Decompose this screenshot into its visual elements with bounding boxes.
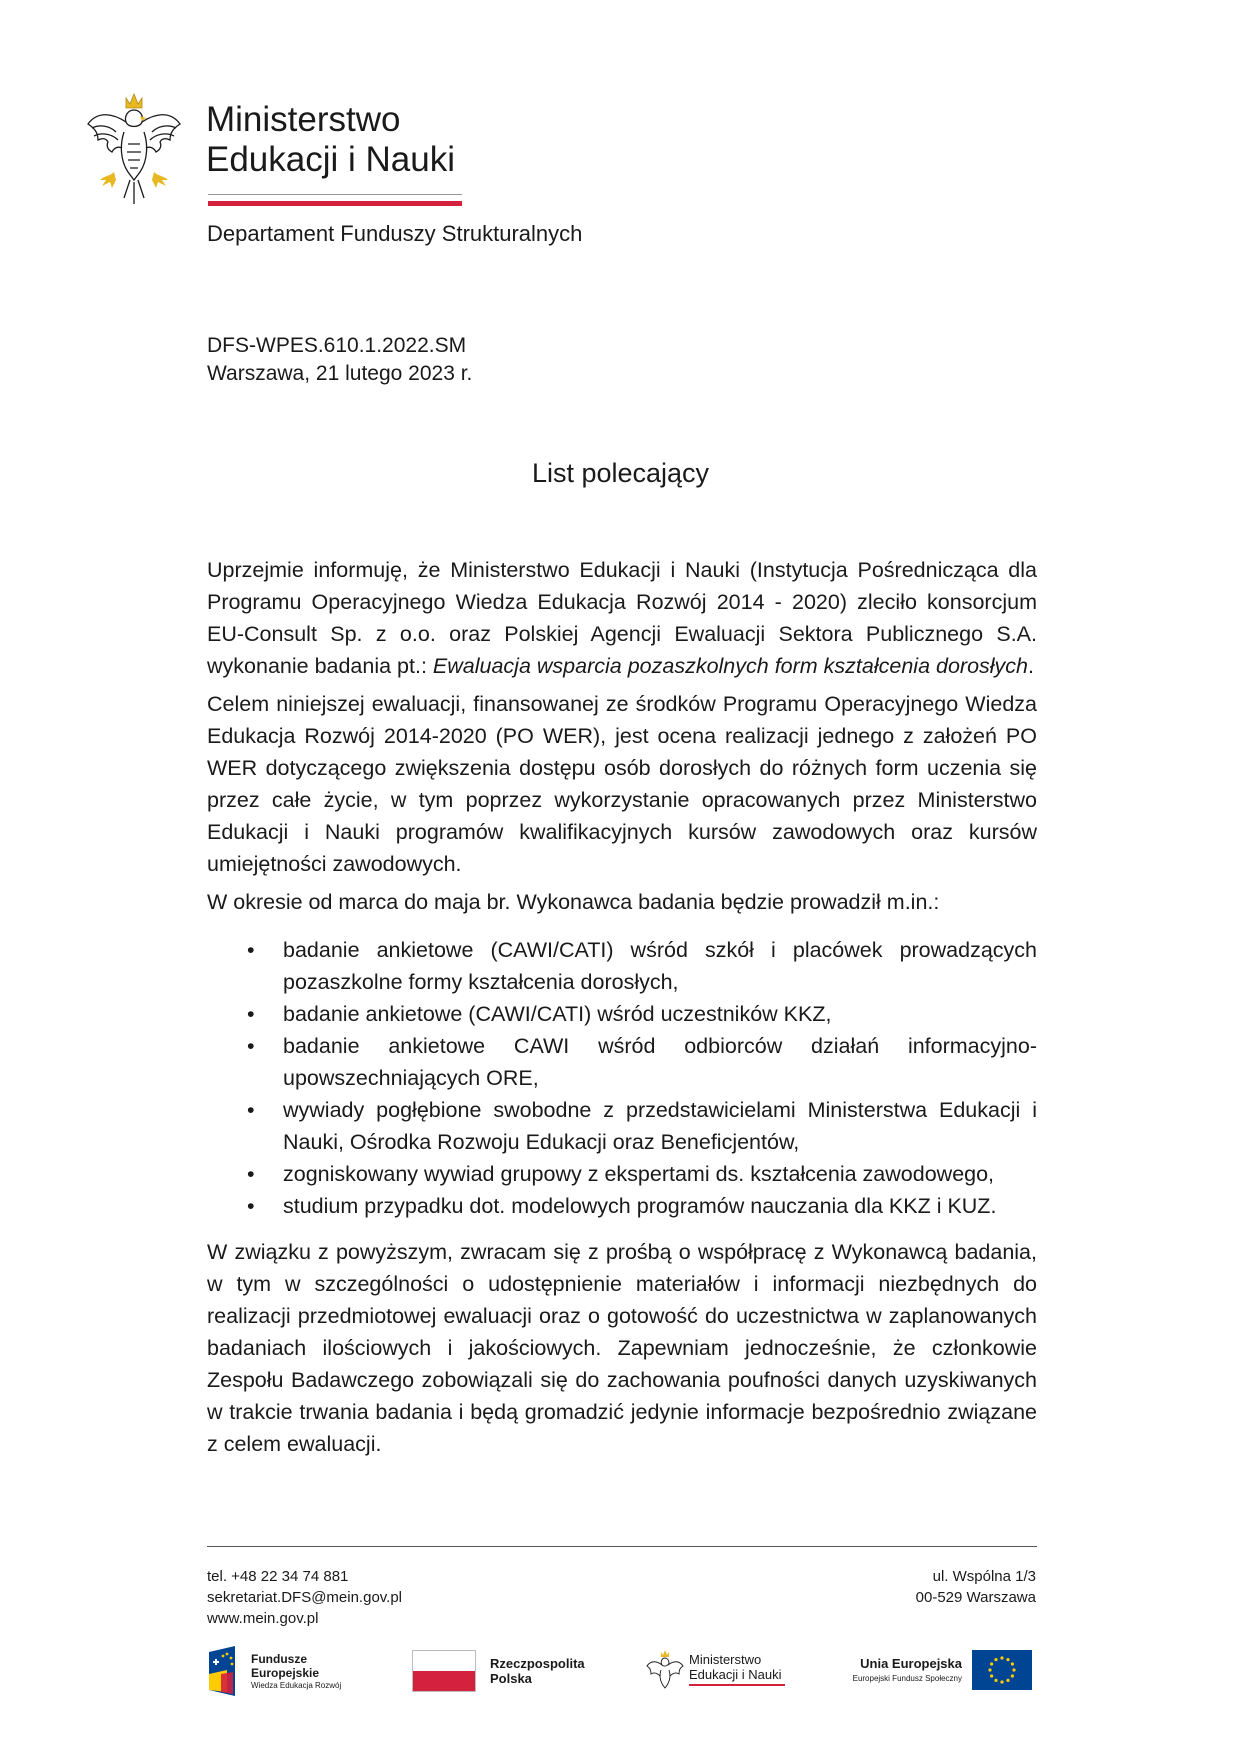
- list-item-text: badanie ankietowe CAWI wśród odbiorców działań informacyjno-upowszechniających ORE,: [283, 1034, 1037, 1090]
- paragraph-4: W związku z powyższym, zwracam się z prośbą o współpracę z Wykonawcą badania, w tym w szczególności o udostępnienie materiałów i informacji niezbędnych do realizacji przedmiotowej ewaluacji oraz o gotowość do uczestnictwa w zaplanowanych badaniach ilościowych i jakościowych. Zapewniam jednocześnie, że członkowie Zespołu Badawczego zobowiązali się do zachowania poufności danych uzyskiwanych w trakcie trwania badania i będą gromadzić jedynie informacje bezpośrednio związane z celem ewaluacji.: [207, 1240, 1037, 1456]
- mein-line2: Edukacji i Nauki: [689, 1667, 782, 1682]
- ministry-name-line2: Edukacji i Nauki: [206, 140, 455, 179]
- polish-flag-icon: [412, 1650, 476, 1692]
- research-methods-list: [207, 934, 1037, 1222]
- eu-flag-icon: [972, 1650, 1032, 1690]
- funding-logos-bar: [207, 1644, 1037, 1704]
- bullet-icon: •: [247, 1034, 255, 1058]
- ministry-small-logo: [645, 1644, 795, 1704]
- footer-phone: tel. +48 22 34 74 881: [207, 1568, 349, 1585]
- list-item-text: badanie ankietowe (CAWI/CATI) wśród szkół i placówek prowadzących pozaszkolne formy kształcenia dorosłych,: [283, 938, 1037, 994]
- list-item-text: zogniskowany wywiad grupowy z ekspertami ds. kształcenia zawodowego,: [283, 1162, 995, 1186]
- header-stripe-red: [208, 201, 462, 206]
- mein-red-stripe: [689, 1684, 785, 1686]
- footer-contact: [207, 1566, 402, 1629]
- list-item: [207, 1094, 1037, 1158]
- paragraph-1-end: .: [1028, 654, 1034, 678]
- study-title: Ewaluacja wsparcia pozaszkolnych form kształcenia dorosłych: [432, 654, 1029, 678]
- rp-name: [490, 1656, 585, 1686]
- place-date: Warszawa, 21 lutego 2023 r.: [207, 362, 473, 385]
- ue-name: Unia Europejska: [860, 1656, 962, 1671]
- footer-city: 00-529 Warszawa: [915, 1589, 1036, 1606]
- polish-eagle-small-icon: [645, 1648, 685, 1696]
- fe-name: [251, 1652, 319, 1680]
- fe-subtitle: Wiedza Edukacja Rozwój: [251, 1681, 342, 1690]
- mein-line1: Ministerstwo: [689, 1652, 762, 1667]
- fe-line2: Europejskie: [251, 1666, 320, 1680]
- bullet-icon: •: [247, 938, 255, 962]
- footer-website-link[interactable]: www.mein.gov.pl: [207, 1610, 319, 1627]
- fe-line1: Fundusze: [251, 1652, 307, 1666]
- rp-line2: Polska: [490, 1671, 532, 1686]
- polish-eagle-emblem: [84, 88, 184, 210]
- paragraph-1: [207, 554, 1037, 682]
- list-item: [207, 1030, 1037, 1094]
- list-item: [207, 934, 1037, 998]
- bullet-icon: •: [247, 1002, 255, 1026]
- list-item-text: studium przypadku dot. modelowych programów nauczania dla KKZ i KUZ.: [283, 1194, 997, 1218]
- department-name: Departament Funduszy Strukturalnych: [207, 221, 583, 246]
- list-item: [207, 1158, 1037, 1190]
- footer-email-link[interactable]: sekretariat.DFS@mein.gov.pl: [207, 1589, 403, 1606]
- letter-body: [207, 554, 1037, 1466]
- mein-name: [689, 1652, 782, 1682]
- unia-europejska-logo: [832, 1644, 1037, 1704]
- list-item-text: badanie ankietowe (CAWI/CATI) wśród uczestników KKZ,: [283, 1002, 832, 1026]
- paragraph-2: Celem niniejszej ewaluacji, finansowanej ze środków Programu Operacyjnego Wiedza Edukacja Rozwój 2014-2020 (PO WER), jest ocena realizacji jednego z założeń PO WER dotyczącego zwiększenia dostępu osób dorosłych do różnych form uczenia się przez całe życie, w tym poprzez wykorzystanie opracowanych przez Ministerstwo Edukacji i Nauki programów kwalifikacyjnych kursów zawodowych oraz kursów umiejętności zawodowych.: [207, 692, 1037, 876]
- fundusze-europejskie-icon: [207, 1644, 247, 1700]
- list-item: [207, 998, 1037, 1030]
- ue-subtitle: Europejski Fundusz Społeczny: [852, 1674, 962, 1683]
- reference-number: DFS-WPES.610.1.2022.SM: [207, 334, 467, 357]
- paragraph-1-text: Uprzejmie informuję, że Ministerstwo Edukacji i Nauki (Instytucja Pośrednicząca dla Programu Operacyjnego Wiedza Edukacja Rozwój 2014 - 2020) zleciło konsorcjum EU-Consult Sp. z o.o. oraz Polskiej Agencji Ewaluacji Sektora Publicznego S.A. wykonanie badania pt.:: [207, 558, 1037, 678]
- footer-divider: [207, 1546, 1037, 1547]
- fundusze-europejskie-logo: [207, 1644, 367, 1704]
- bullet-icon: •: [247, 1162, 255, 1186]
- rzeczpospolita-polska-logo: [412, 1644, 592, 1704]
- footer-address: [880, 1566, 1036, 1608]
- list-item-text: wywiady pogłębione swobodne z przedstawicielami Ministerstwa Edukacji i Nauki, Ośrodka Rozwoju Edukacji oraz Beneficjentów,: [283, 1098, 1037, 1154]
- bullet-icon: •: [247, 1098, 255, 1122]
- document-title: List polecający: [531, 458, 710, 488]
- list-item: [207, 1190, 1037, 1222]
- footer-street: ul. Wspólna 1/3: [932, 1568, 1036, 1585]
- document-meta: [207, 332, 472, 388]
- bullet-icon: •: [247, 1194, 255, 1218]
- header-stripe-grey: [208, 194, 462, 195]
- ministry-name-line1: Ministerstwo: [206, 100, 401, 139]
- rp-line1: Rzeczpospolita: [490, 1656, 585, 1671]
- paragraph-3: W okresie od marca do maja br. Wykonawca badania będzie prowadził m.in.:: [207, 890, 940, 914]
- ministry-name: [206, 100, 455, 180]
